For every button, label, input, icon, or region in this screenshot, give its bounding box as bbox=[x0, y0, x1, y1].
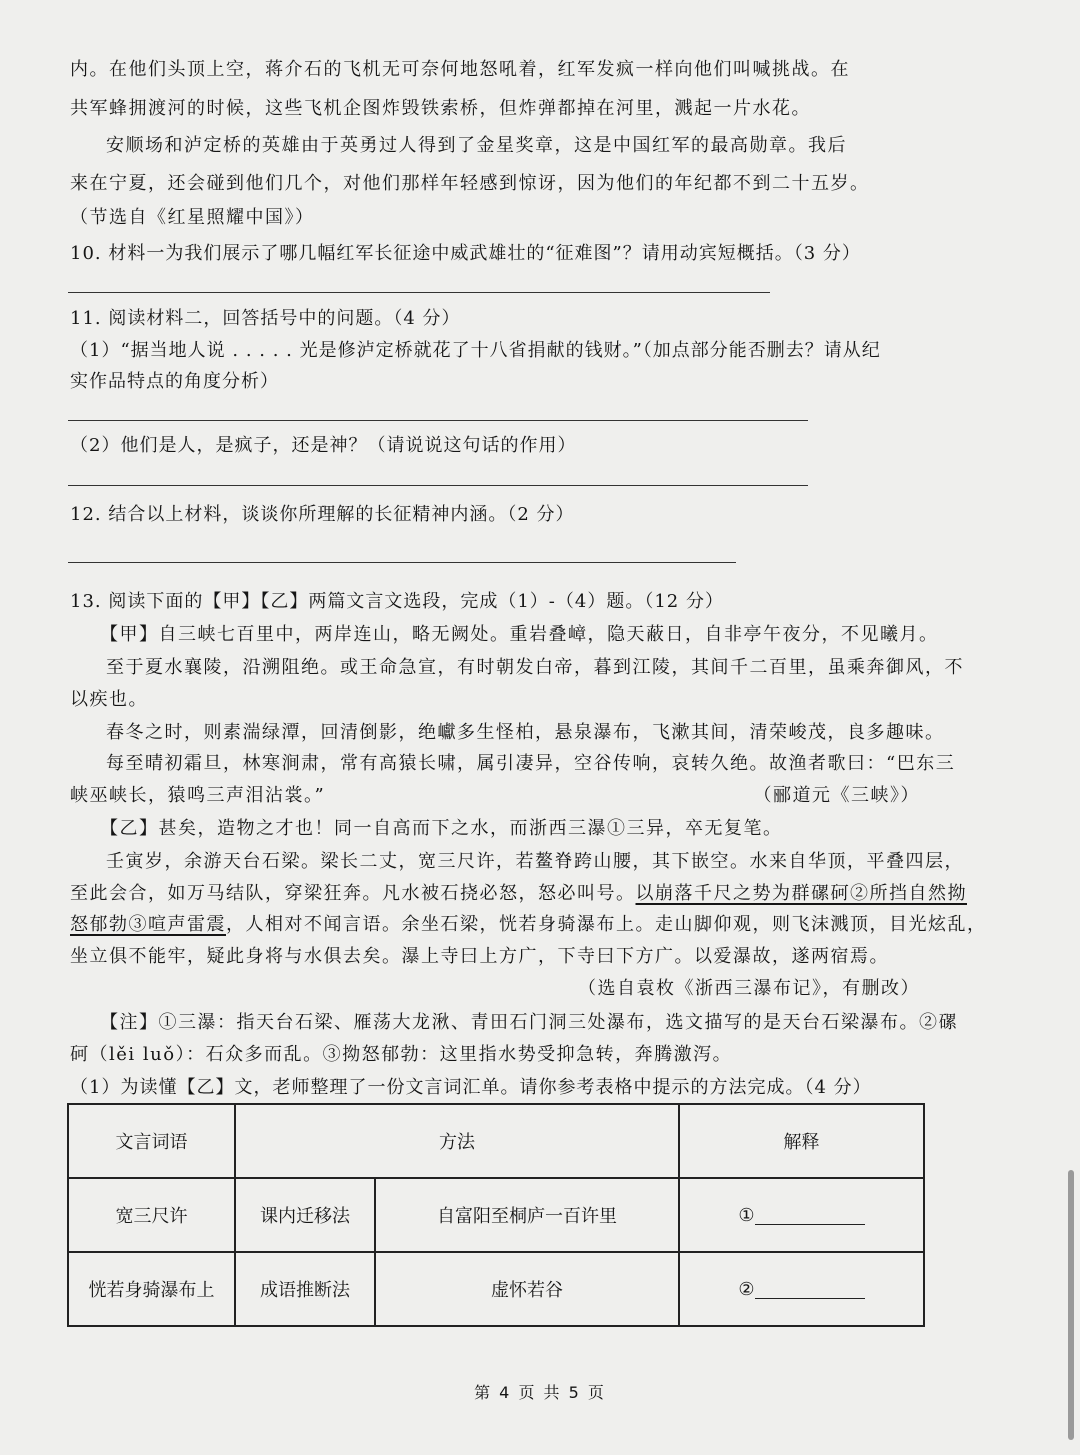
text-line: 安顺场和泸定桥的英雄由于英勇过人得到了金星奖章，这是中国红军的最高勋章。我后 bbox=[106, 135, 847, 156]
cell-answer[interactable] bbox=[679, 1178, 924, 1252]
passage-yi-text: ，人相对不闻言语。余坐石梁，恍若身骑瀑布上。走山脚仰观，则飞沫溅顶，目光炫乱， bbox=[226, 914, 987, 935]
cell-method: 课内迁移法 bbox=[235, 1178, 375, 1252]
table-header-row bbox=[68, 1104, 924, 1178]
vocabulary-table bbox=[67, 1103, 925, 1327]
passage-yi-line: 壬寅岁，余游天台石梁。梁长二丈，宽三尺许，若鳌脊跨山腰，其下嵌空。水来自华顶，平叠四层， bbox=[106, 851, 964, 872]
answer-blank[interactable] bbox=[755, 1280, 865, 1299]
question-13-part1: （1）为读懂【乙】文，老师整理了一份文言词汇单。请你参考表格中提示的方法完成。（4 分） bbox=[70, 1077, 872, 1098]
question-11: 11. 阅读材料二，回答括号中的问题。（4 分） bbox=[70, 308, 461, 329]
passage-yi-line bbox=[70, 882, 967, 906]
passage-jia-line: 至于夏水襄陵，沿溯阻绝。或王命急宣，有时朝发白帝，暮到江陵，其间千二百里，虽乘奔御风，不 bbox=[106, 657, 964, 678]
header-method: 方法 bbox=[235, 1104, 679, 1178]
page-footer: 第 4 页 共 5 页 bbox=[474, 1383, 606, 1402]
question-10: 10. 材料一为我们展示了哪几幅红军长征途中威武雄壮的“征难图”？请用动宾短概括。（3 分） bbox=[70, 243, 861, 264]
question-11-part1-cont: 实作品特点的角度分析） bbox=[70, 371, 279, 392]
answer-line-q12[interactable] bbox=[68, 562, 736, 563]
header-explanation: 解释 bbox=[679, 1104, 924, 1178]
table-row bbox=[68, 1252, 924, 1326]
question-11-part1: （1）“据当地人说 . . . . . 光是修泸定桥就花了十八省捐献的钱财。”（加点部分能否删去？请从纪 bbox=[70, 340, 881, 361]
passage-yi-text: 至此会合，如万马结队，穿梁狂奔。凡水被石挠必怒，怒必叫号。 bbox=[70, 883, 636, 904]
question-12: 12. 结合以上材料，谈谈你所理解的长征精神内涵。（2 分） bbox=[70, 504, 575, 525]
answer-line-q11-1[interactable] bbox=[68, 420, 808, 421]
text-line: 来在宁夏，还会碰到他们几个，对他们那样年轻感到惊讶，因为他们的年纪都不到二十五岁。 bbox=[70, 173, 870, 194]
answer-line-q10[interactable] bbox=[68, 292, 770, 293]
answer-marker: ② bbox=[738, 1278, 755, 1300]
passage-jia-line: 以疾也。 bbox=[70, 689, 148, 710]
cell-method: 成语推断法 bbox=[235, 1252, 375, 1326]
answer-marker: ① bbox=[738, 1204, 755, 1226]
question-13: 13. 阅读下面的【甲】【乙】两篇文言文选段，完成（1）-（4）题。（12 分） bbox=[70, 591, 724, 612]
underlined-sentence: 怒郁勃③喧声雷震 bbox=[70, 914, 226, 935]
header-word: 文言词语 bbox=[68, 1104, 235, 1178]
cell-answer[interactable] bbox=[679, 1252, 924, 1326]
cell-example: 自富阳至桐庐一百许里 bbox=[375, 1178, 679, 1252]
passage-yi-line: 【乙】甚矣，造物之才也！同一自高而下之水，而浙西三瀑①三异，卒无复笔。 bbox=[100, 818, 783, 839]
cell-example: 虚怀若谷 bbox=[375, 1252, 679, 1326]
passage-jia-line: 春冬之时，则素湍绿潭，回清倒影，绝巘多生怪柏，悬泉瀑布，飞漱其间，清荣峻茂，良多趣味。 bbox=[106, 722, 945, 743]
answer-line-q11-2[interactable] bbox=[68, 485, 808, 486]
passage-yi-line bbox=[70, 913, 987, 937]
passage-yi-source: （选自袁枚《浙西三瀑布记》，有删改） bbox=[578, 978, 920, 999]
passage-yi-line: 坐立俱不能牢，疑此身将与水俱去矣。瀑上寺曰上方广，下寺曰下方广。以爱瀑故，遂两宿焉。 bbox=[70, 946, 889, 967]
cell-word: 恍若身骑瀑布上 bbox=[68, 1252, 235, 1326]
annotation-line: 砢（lěi luǒ）：石众多而乱。③拗怒郁勃：这里指水势受抑急转，奔腾激泻。 bbox=[70, 1044, 733, 1065]
passage-jia-source: （郦道元《三峡》） bbox=[753, 785, 920, 806]
passage-jia-line: 【甲】自三峡七百里中，两岸连山，略无阙处。重岩叠嶂，隐天蔽日，自非亭午夜分，不见曦月。 bbox=[100, 624, 939, 645]
annotation-line: 【注】①三瀑：指天台石梁、雁荡大龙湫、青田石门洞三处瀑布，选文描写的是天台石梁瀑布。②磥 bbox=[100, 1012, 958, 1033]
table-row bbox=[68, 1178, 924, 1252]
answer-blank[interactable] bbox=[755, 1206, 865, 1225]
passage-jia-line: 每至晴初霜旦，林寒涧肃，常有高猿长啸，属引凄异，空谷传响，哀转久绝。故渔者歌曰：“巴东三 bbox=[106, 753, 956, 774]
cell-word: 宽三尺许 bbox=[68, 1178, 235, 1252]
text-line: 共军蜂拥渡河的时候，这些飞机企图炸毁铁索桥，但炸弹都掉在河里，溅起一片水花。 bbox=[70, 98, 811, 119]
text-line: 内。在他们头顶上空，蒋介石的飞机无可奈何地怒吼着，红军发疯一样向他们叫喊挑战。在 bbox=[70, 59, 850, 80]
passage-jia-line: 峡巫峡长，猿鸣三声泪沾裳。” bbox=[70, 785, 326, 806]
underlined-sentence: 以崩落千尺之势为群磥砢②所挡自然拗 bbox=[635, 883, 967, 904]
question-11-part2: （2）他们是人，是疯子，还是神？（请说说这句话的作用） bbox=[70, 435, 577, 456]
scrollbar-thumb[interactable] bbox=[1068, 1170, 1074, 1440]
source-citation: （节选自《红星照耀中国》） bbox=[70, 207, 315, 228]
